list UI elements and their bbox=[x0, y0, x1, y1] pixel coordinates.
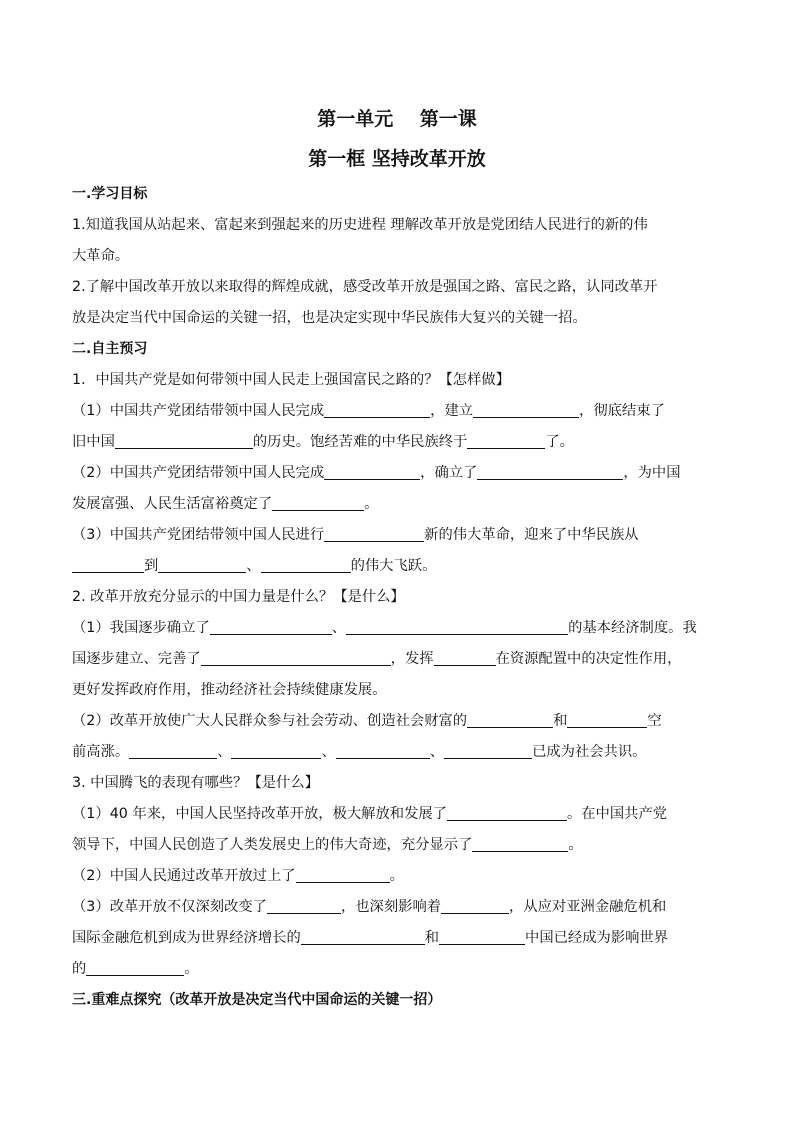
text: 前高涨。 bbox=[72, 744, 130, 760]
text: ，建立 bbox=[430, 403, 474, 419]
answer-line bbox=[72, 830, 722, 861]
answer-line bbox=[72, 458, 722, 489]
text: 中国已经成为影响世界 bbox=[525, 930, 669, 946]
blank[interactable] bbox=[324, 463, 420, 480]
text: 、 bbox=[429, 744, 445, 760]
text: 的历史。饱经苦难的中华民族终于 bbox=[252, 434, 468, 450]
learning-goals-heading: 一.学习目标 bbox=[72, 186, 148, 202]
blank[interactable] bbox=[324, 401, 430, 418]
blank[interactable] bbox=[434, 649, 496, 666]
blank[interactable] bbox=[477, 463, 623, 480]
blank[interactable] bbox=[201, 649, 391, 666]
text: 。在中国共产党 bbox=[566, 806, 668, 822]
text: 、 bbox=[331, 620, 347, 636]
blank[interactable] bbox=[473, 401, 579, 418]
text: 的 bbox=[72, 961, 87, 977]
text: 领导下，中国人民创造了人类发展史上的伟大奇迹，充分显示了 bbox=[72, 837, 473, 853]
question-1: 1．中国共产党是如何带领中国人民走上强国富民之路的？【怎样做】 bbox=[72, 372, 510, 388]
text: （1）40 年来，中国人民坚持改革开放，极大解放和发展了 bbox=[72, 806, 447, 822]
blank[interactable] bbox=[346, 618, 568, 635]
blank[interactable] bbox=[336, 742, 430, 759]
blank[interactable] bbox=[272, 494, 364, 511]
text: 已成为社会共识。 bbox=[532, 744, 647, 760]
blank[interactable] bbox=[472, 835, 568, 852]
text: 的基本经济制度。我 bbox=[568, 620, 697, 636]
text: ，也深刻影响着 bbox=[340, 899, 442, 915]
answer-line bbox=[72, 861, 722, 892]
blank[interactable] bbox=[261, 556, 351, 573]
blank[interactable] bbox=[467, 711, 553, 728]
answer-line: 更好发挥政府作用，推动经济社会持续健康发展。 bbox=[72, 682, 387, 698]
blank[interactable] bbox=[86, 959, 184, 976]
preview-heading: 二.自主预习 bbox=[72, 341, 148, 357]
blank[interactable] bbox=[158, 556, 246, 573]
text: 空 bbox=[647, 713, 662, 729]
answer-line bbox=[72, 954, 722, 985]
section-title: 第一框 坚持改革开放 bbox=[308, 148, 486, 170]
blank[interactable] bbox=[267, 897, 341, 914]
text: （1）我国逐步确立了 bbox=[72, 620, 210, 636]
text: ，彻底结束了 bbox=[579, 403, 665, 419]
text: 和 bbox=[424, 930, 440, 946]
text: 、 bbox=[217, 744, 232, 760]
goal-line: 大革命。 bbox=[72, 248, 130, 264]
goal-line: 2.了解中国改革开放以来取得的辉煌成就，感受改革开放是强国之路、富民之路，认同改革开 bbox=[72, 279, 658, 295]
text: 新的伟大革命，迎来了中华民族从 bbox=[424, 527, 639, 543]
text: ，确立了 bbox=[420, 465, 478, 481]
answer-line bbox=[72, 427, 722, 458]
answer-line bbox=[72, 706, 722, 737]
text: 的伟大飞跃。 bbox=[350, 558, 437, 574]
text: （2）改革开放使广大人民群众参与社会劳动、创造社会财富的 bbox=[72, 713, 468, 729]
answer-line bbox=[72, 737, 722, 768]
blank[interactable] bbox=[567, 711, 647, 728]
blank[interactable] bbox=[231, 742, 321, 759]
text: 国际金融危机到成为世界经济增长的 bbox=[72, 930, 301, 946]
blank[interactable] bbox=[115, 432, 253, 449]
question-2: 2. 改革开放充分显示的中国力量是什么？【是什么】 bbox=[72, 589, 405, 605]
text: ，从应对亚洲金融危机和 bbox=[509, 899, 667, 915]
answer-line bbox=[72, 892, 722, 923]
text: （3）改革开放不仅深刻改变了 bbox=[72, 899, 267, 915]
blank[interactable] bbox=[439, 928, 525, 945]
goal-line: 1.知道我国从站起来、富起来到强起来的历史进程 理解改革开放是党团结人民进行的新的伟 bbox=[72, 217, 648, 233]
text: 了。 bbox=[545, 434, 574, 450]
answer-line bbox=[72, 551, 722, 582]
document-body bbox=[72, 105, 722, 1016]
answer-line bbox=[72, 644, 722, 675]
text: 。 bbox=[364, 496, 379, 512]
blank[interactable] bbox=[441, 897, 509, 914]
text: 。 bbox=[568, 837, 583, 853]
blank[interactable] bbox=[447, 804, 567, 821]
text: 、 bbox=[321, 744, 336, 760]
text: 发展富强、人民生活富裕奠定了 bbox=[72, 496, 273, 512]
answer-line bbox=[72, 613, 722, 644]
blank[interactable] bbox=[467, 432, 545, 449]
text: （1）中国共产党团结带领中国人民完成 bbox=[72, 403, 325, 419]
key-point-heading: 三.重难点探究（改革开放是决定当代中国命运的关键一招） bbox=[72, 992, 442, 1008]
answer-line bbox=[72, 489, 722, 520]
text: 和 bbox=[553, 713, 568, 729]
answer-line bbox=[72, 799, 722, 830]
blank[interactable] bbox=[210, 618, 332, 635]
unit-lesson-title: 第一单元 第一课 bbox=[317, 108, 477, 130]
blank[interactable] bbox=[444, 742, 532, 759]
text: 国逐步建立、完善了 bbox=[72, 651, 201, 667]
blank[interactable] bbox=[129, 742, 217, 759]
text: 到 bbox=[144, 558, 159, 574]
answer-line bbox=[72, 396, 722, 427]
blank[interactable] bbox=[324, 525, 424, 542]
text: 在资源配置中的决定性作用， bbox=[495, 651, 682, 667]
blank[interactable] bbox=[301, 928, 425, 945]
text: ，发挥 bbox=[390, 651, 434, 667]
text: （2）中国人民通过改革开放过上了 bbox=[72, 868, 296, 884]
goal-line: 放是决定当代中国命运的关键一招，也是决定实现中华民族伟大复兴的关键一招。 bbox=[72, 310, 587, 326]
blank[interactable] bbox=[296, 866, 390, 883]
text: 。 bbox=[184, 961, 199, 977]
text: ，为中国 bbox=[623, 465, 681, 481]
question-3: 3. 中国腾飞的表现有哪些？【是什么】 bbox=[72, 775, 319, 791]
text: 旧中国 bbox=[72, 434, 115, 450]
text: 、 bbox=[246, 558, 261, 574]
text: 。 bbox=[389, 868, 404, 884]
blank[interactable] bbox=[72, 556, 144, 573]
text: （3）中国共产党团结带领中国人民进行 bbox=[72, 527, 325, 543]
text: （2）中国共产党团结带领中国人民完成 bbox=[72, 465, 325, 481]
answer-line bbox=[72, 923, 722, 954]
answer-line bbox=[72, 520, 722, 551]
